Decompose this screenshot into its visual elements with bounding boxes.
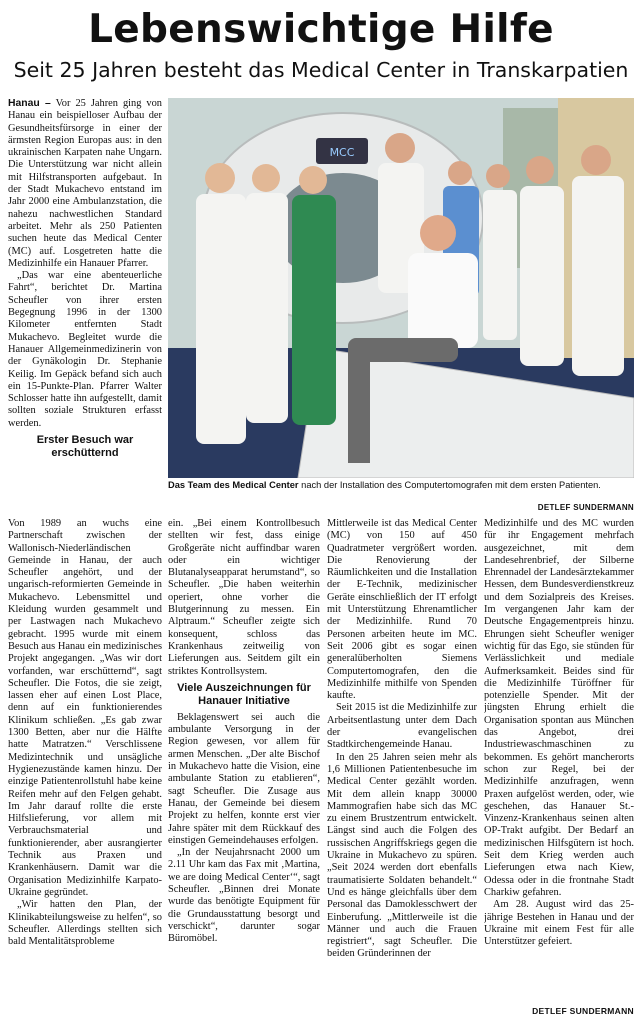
caption-bold: Das Team des Medical Center — [168, 480, 299, 490]
paragraph: Am 28. August wird das 25-jährige Bestehen in Hanau und der Ukraine mit einem Fest für alle Unterstützer gefeiert. — [484, 899, 634, 948]
paragraph — [8, 98, 162, 270]
page-subheadline: Seit 25 Jahren besteht das Medical Center in Transkarpatien — [13, 58, 629, 82]
paragraph-text: Vor 25 Jahren ging von Hanau ein beispielloser Aufbau der Gesundheitsfürsorge in einer der ärmsten Region Europas aus: in den ukrainischen Karpaten nahe Ungarn. Die Unterstützung war nicht allein mit Hilfstransporten aufgebaut. In der Stadt Mukachevo entstand im Jahr 2000 eine Ambulanzstation, die nahezu nachwestlichen Standard arbeitet. Mehr als 250 Patienten suchen heute das Medical Center (MC) auf. Losgetreten hatte die Medizinhilfe ein Hanauer Pfarrer. — [8, 98, 162, 269]
paragraph: Mittlerweile ist das Medical Center (MC) von 150 auf 450 Quadratmeter vergrößert worden. Die Renovierung der Räumlichkeiten und die Installation der E-Technik, medizinischer Geräte einschließlich der IT erfolgt mit Unterstützung Ehrenamtlicher der Medizinhilfe. Rund 70 Personen arbeiten heute im MC. Seit 2006 gibt es sogar einen generalüberholten Siemens Computertomografen, den die Medizinhilfe mithilfe von Spenden kaufte. — [327, 518, 477, 702]
column-3 — [327, 518, 477, 1002]
paragraph: In den 25 Jahren seien mehr als 1,6 Millionen Patientenbesuche im Medical Center gezählt worden. Mit dem allein knapp 30000 Mammografien habe sich das MC zu einem Brustzentrum entwickelt. Längst sind auch die Folgen des russischen Angriffskriegs gegen die Ukraine in Mukachevo zu spüren. „Seit 2024 werden dort ebenfalls traumatisierte Soldaten behandelt.“ Und es hänge gleichfalls über dem Personal das Damoklesschwert der Einberufung. „Mittlerweile ist die Männer und auch die Frauen registriert“, sagt Scheufler. Die beiden Gründerinnen der — [327, 751, 477, 960]
person — [572, 145, 624, 376]
page-headline: Lebenswichtige Hilfe — [88, 7, 554, 52]
photo-caption — [168, 480, 634, 513]
column-1-upper — [8, 98, 162, 486]
byline: DETLEF SUNDERMANN — [532, 1006, 634, 1016]
person — [520, 156, 564, 366]
ct-display-text: MCC — [329, 146, 355, 159]
paragraph: „Wir hatten den Plan, der Klinikabteilungsweise zu helfen“, so Scheufler. Allerdings stellten sich bald Mentalitätsprobleme — [8, 899, 162, 948]
dateline: Hanau – — [8, 98, 51, 109]
section-heading: Viele Auszeichnungen für Hanauer Initiative — [177, 681, 311, 707]
paragraph: ein. „Bei einem Kontrollbesuch stellten wir fest, dass einige Großgeräte nicht auffindbar waren oder ein wichtiger Blutanalyseapparat herumstand“, so Scheufler. „Die haben weiterhin operiert, ohne vorher die Blutgerinnung zu messen. Ein Alptraum.“ Scheufler zeigte sich konsequent, schloss das Krankenhaus zeitweilig von Lieferungen aus. Seitdem gilt ein striktes Kontrollsystem. — [168, 518, 320, 677]
section-heading: Erster Besuch war erschütternd — [36, 434, 134, 460]
column-1-lower — [8, 518, 162, 1002]
paragraph: „Das war eine abenteuerliche Fahrt“, berichtet Dr. Martina Scheufler von ihrer ersten Begegnung 1996 in der 1300 Kilometer entfernten Stadt Mukachevo. Begleitet wurde die Hanauer Allgemeinmedizinerin von der Gynäkologin Dr. Stephanie Keilig. Im Gepäck befand sich auch ein 15-Punkte-Plan. Pfarrer Walter Schlosser hatte ihn aufgestellt, damit sollten soziale Strukturen erfasst werden. — [8, 270, 162, 429]
paragraph: Seit 2015 ist die Medizinhilfe zur Arbeitsentlastung unter dem Dach der evangelischen Stadtkirchengemeinde Hanau. — [327, 702, 477, 751]
person — [246, 164, 288, 423]
paragraph: „In der Neujahrsnacht 2000 um 2.11 Uhr kam das Fax mit ‚Martina, we are doing Medical Center‘“, sagt Scheufler. „Binnen drei Monate wurde das benötigte Equipment für die Grundausstattung besorgt und verschickt“, darunter sogar Büromöbel. — [168, 847, 320, 945]
caption-text: nach der Installation des Computertomografen mit dem ersten Patienten. — [301, 480, 601, 490]
team-photo-illustration — [168, 98, 634, 478]
paragraph: Medizinhilfe und des MC wurden für ihr Engagement mehrfach ausgezeichnet, mit dem Landesehrenbrief, der Silberne Ehrennadel der Landesärztekammer Hessen, dem Bundesverdienstkreuz und dem Sozialpreis des Kreises. Im vergangenen Jahr kam der Deutsche Engagementpreis hinzu. Ehrungen sieht Scheufler weniger wichtig für das Ego, sie stünden für Verlässlichkeit und mediale Aufmerksamkeit. Beides sind für die Medizinhilfe Türöffner für potenzielle Spender. Mit der jüngsten Ehrung erhielt die Organisation spontan aus München das Angebot, drei Industriewaschmaschinen zu bekommen. Es gehört mancherorts schon zur Regel, bei der Medizinhilfe anzufragen, wenn Praxen aufgelöst werden, oder, wie geschehen, das Hanauer St.-Vinzenz-Krankenhaus seinen alten OP-Trakt aufgibt. Der Bedarf an medizinischen Hilfsgütern ist hoch. Seit dem Krieg werden auch Lieferungen etwa nach Kiew, Odessa oder in die frontnahe Stadt Charkiw gefahren. — [484, 518, 634, 898]
paragraph: Von 1989 an wuchs eine Partnerschaft zwischen der Wallonisch-Niederländischen Gemeinde in Hanau, der auch Scheufler angehört, und der ungarisch-reformierten Gemeinde in Mukachevo. Lebensmittel und Kleidung wurden gesammelt und per Lastwagen nach Mukachevo gebracht. 1995 wurde mit einem Besuch aus Hanau ein medizinisches Projekt angegangen. „Was wir dort vorfanden, war erschütternd“, sagt Scheufler. Die Fotos, die sie zeigt, lassen eher auf einen Lost Place, denn auf ein funktionierendes Klinikum schließen. „Es gab zwar 1300 Betten, aber nur die Hälfte hatte Matratzen.“ Verschlissene Medizintechnik und unsägliche Hygienezustände kamen hinzu. Der einzige Patientenrollstuhl habe keine Reifen mehr auf den Felgen gehabt. Im Jahr darauf rollte die erste Hilfslieferung, vor allem mit Verbrauchsmaterial und funktionierender, aber ausrangierter Technik aus Praxen und Krankenhäusern. Damit war die Organisation Medizinhilfe Karpato-Ukraine gegründet. — [8, 518, 162, 898]
paragraph: Beklagenswert sei auch die ambulante Versorgung in der Region gewesen, vor allem für armen Menschen. „Der alte Bischof in Mukachevo hatte die Vision, eine ambulante Station zu etablieren“, sagt Scheufler. Die Zusage aus Hanau, der Gemeinde bei diesem Projekt zu helfen, konnte erst vier Jahre später mit dem Rückkauf des einstigen Gemeindehauses erfolgen. — [168, 711, 320, 846]
photo-credit: DETLEF SUNDERMANN — [537, 503, 634, 512]
column-2 — [168, 518, 320, 1002]
person — [292, 166, 336, 425]
person — [483, 164, 517, 340]
team-photo — [168, 98, 634, 478]
person — [196, 163, 246, 444]
column-4 — [484, 518, 634, 1004]
